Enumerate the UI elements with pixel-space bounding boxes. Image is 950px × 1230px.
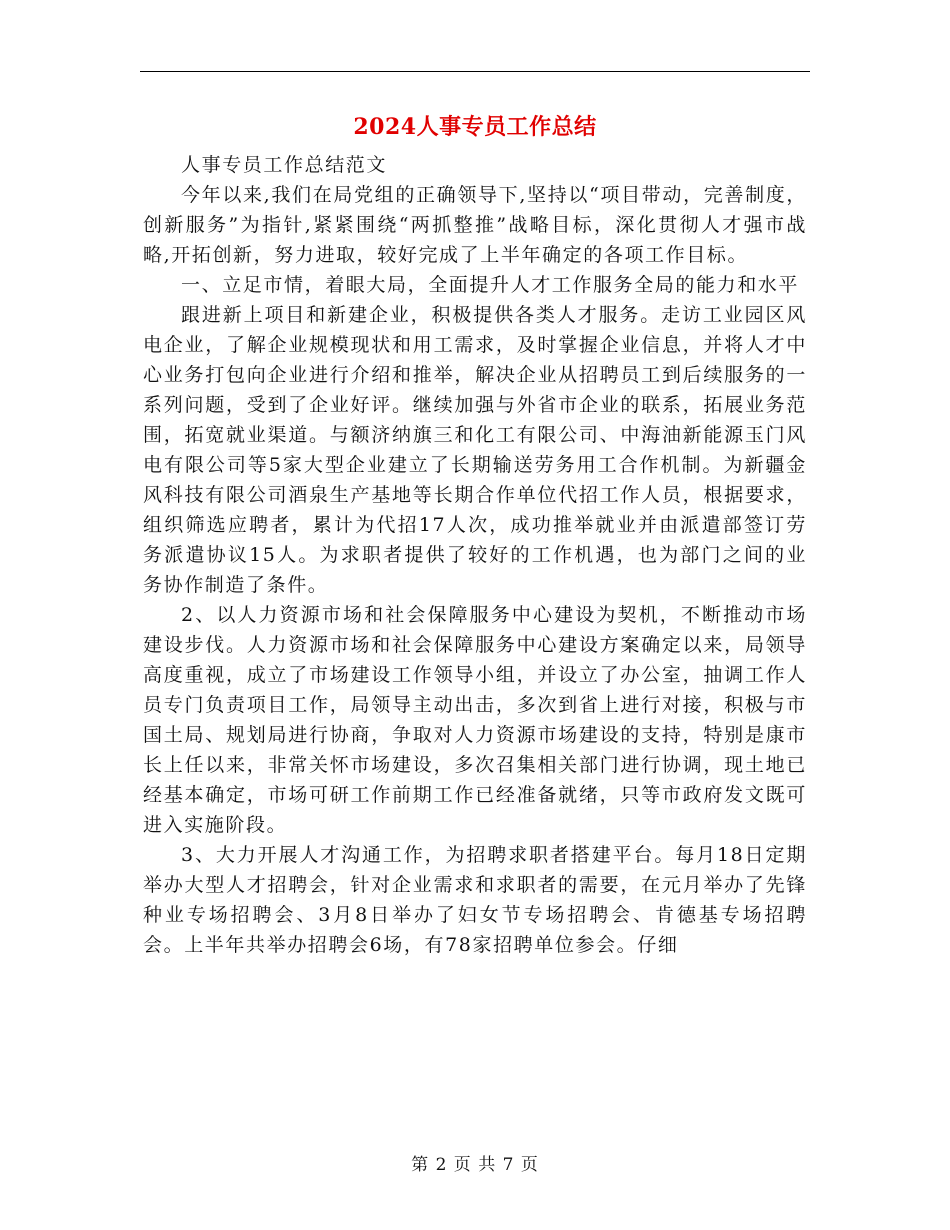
market-construction-paragraph: 2、以人力资源市场和社会保障服务中心建设为契机，不断推动市场建设步伐。人力资源市场和社会保障服务中心建设方案确定以来，局领导高度重视，成立了市场建设工作领导小组，并设立了办公室，抽调工作人员专门负责项目工作，局领导主动出击，多次到省上进行对接，积极与市国土局、规划局进行协商，争取对人力资源市场建设的支持，特别是康市长上任以来，非常关怀市场建设，多次召集相关部门进行协调，现土地已经基本确定，市场可研工作前期工作已经准备就绪，只等市政府发文既可进入实施阶段。 — [143, 604, 807, 836]
document-title: 2024人事专员工作总结 — [353, 114, 597, 140]
header-rule — [140, 71, 810, 72]
subtitle-paragraph: 人事专员工作总结范文 — [181, 154, 388, 176]
document-body — [143, 150, 807, 960]
page-number-footer: 第 2 页 共 7 页 — [411, 1155, 539, 1175]
intro-paragraph: 今年以来,我们在局党组的正确领导下,坚持以“项目带动，完善制度，创新服务”为指针,紧紧围绕“两抓整推”战略目标，深化贯彻人才强市战略,开拓创新，努力进取，较好完成了上半年确定的各项工作目标。 — [143, 184, 807, 266]
section-heading-paragraph: 一、立足市情，着眼大局，全面提升人才工作服务全局的能力和水平 — [181, 274, 800, 296]
talent-service-paragraph: 跟进新上项目和新建企业，积极提供各类人才服务。走访工业园区风电企业，了解企业规模现状和用工需求，及时掌握企业信息，并将人才中心业务打包向企业进行介绍和推举，解决企业从招聘员工到后续服务的一系列问题，受到了企业好评。继续加强与外省市企业的联系，拓展业务范围，拓宽就业渠道。与额济纳旗三和化工有限公司、中海油新能源玉门风电有限公司等5家大型企业建立了长期输送劳务用工合作机制。为新疆金风科技有限公司酒泉生产基地等长期合作单位代招工作人员，根据要求，组织筛选应聘者，累计为代招17人次，成功推举就业并由派遣部签订劳务派遣协议15人。为求职者提供了较好的工作机遇，也为部门之间的业务协作制造了条件。 — [143, 304, 807, 596]
recruitment-paragraph: 3、大力开展人才沟通工作，为招聘求职者搭建平台。每月18日定期举办大型人才招聘会，针对企业需求和求职者的需要，在元月举办了先锋种业专场招聘会、3月8日举办了妇女节专场招聘会、肯德基专场招聘会。上半年共举办招聘会6场，有78家招聘单位参会。仔细 — [143, 844, 807, 956]
